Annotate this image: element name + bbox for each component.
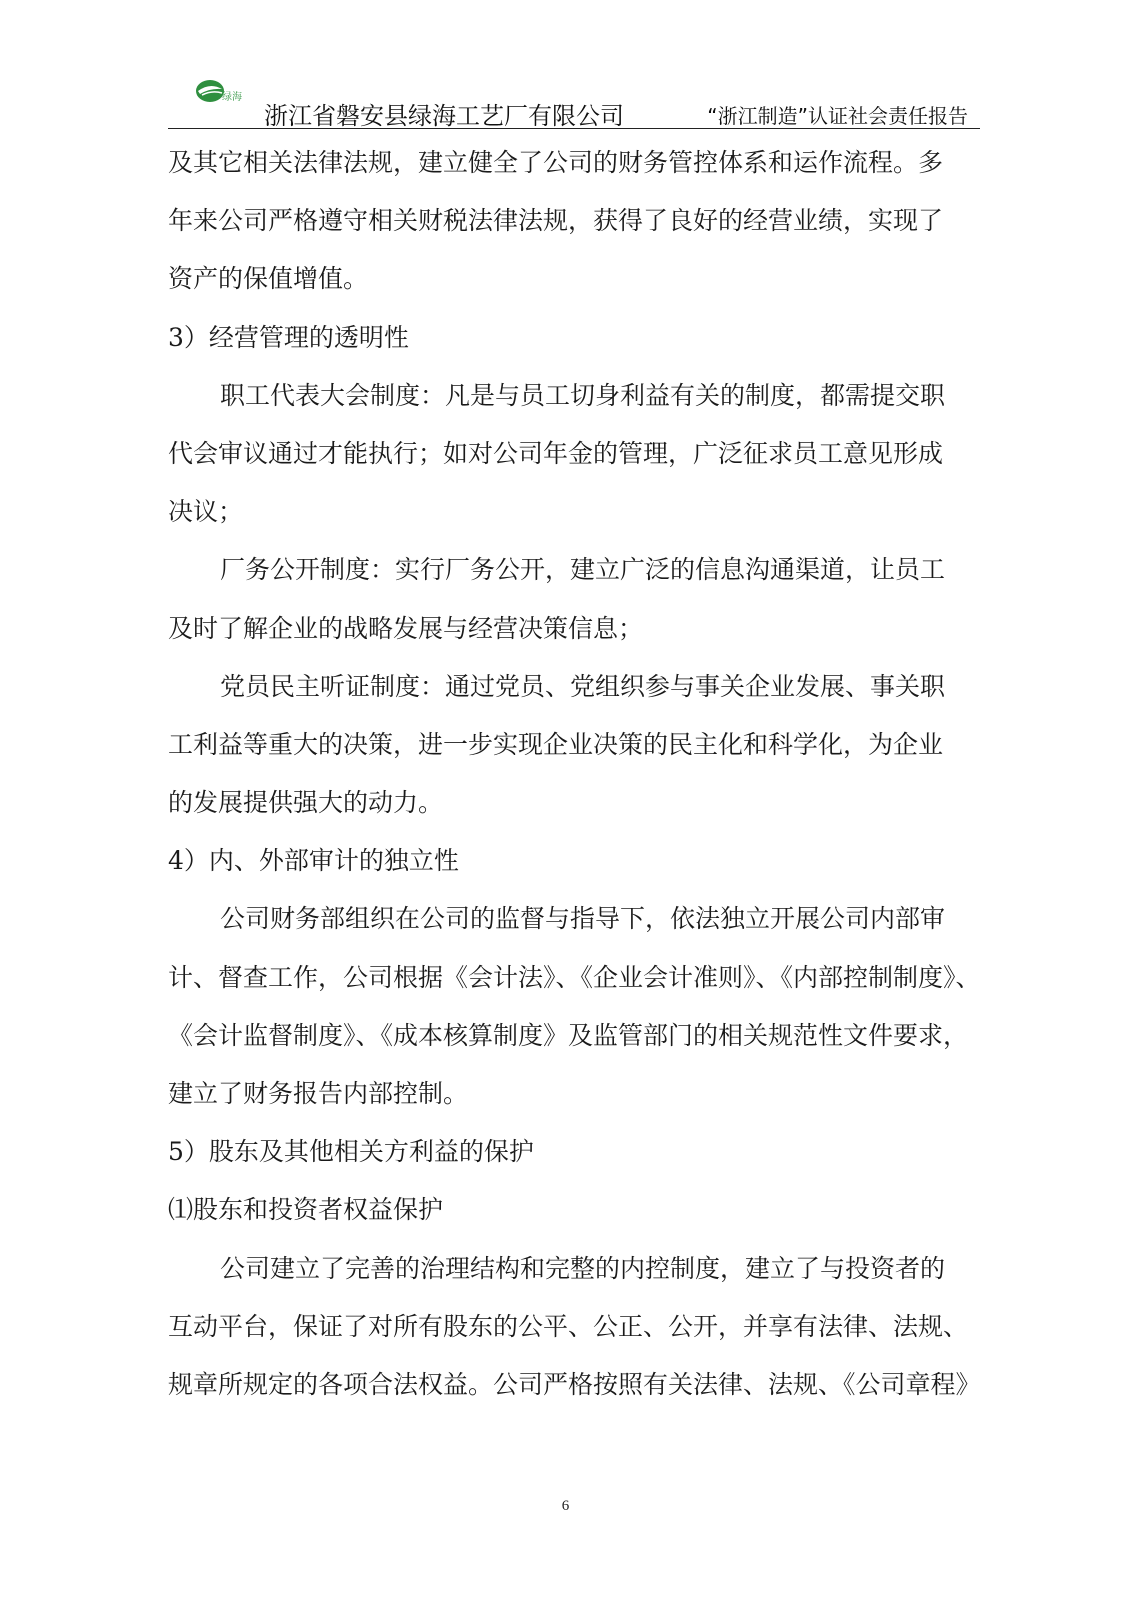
company-name: 浙江省磐安县绿海工艺厂有限公司	[264, 102, 624, 130]
body-line: 及其它相关法律法规，建立健全了公司的财务管控体系和运作流程。多	[168, 148, 944, 177]
body-line: 《会计监督制度》、《成本核算制度》及监管部门的相关规范性文件要求，	[168, 1020, 969, 1050]
body-line: 工利益等重大的决策，进一步实现企业决策的民主化和科学化，为企业	[168, 729, 944, 759]
body-line: 规章所规定的各项合法权益。公司严格按照有关法律、法规、《公司章程》	[168, 1369, 981, 1399]
body-line: 建立了财务报告内部控制。	[168, 1079, 469, 1108]
body-line: 职工代表大会制度：凡是与员工切身利益有关的制度，都需提交职	[220, 380, 946, 410]
body-line: 公司财务部组织在公司的监督与指导下，依法独立开展公司内部审	[220, 904, 946, 934]
page-number: 6	[561, 1498, 570, 1514]
page-header	[168, 70, 980, 130]
body-line: 计、督查工作，公司根据《会计法》、《企业会计准则》、《内部控制制度》、	[168, 962, 981, 992]
section-heading: 5）股东及其他相关方利益的保护	[168, 1137, 534, 1167]
logo-text: 绿海	[222, 92, 242, 103]
body-line: 互动平台，保证了对所有股东的公平、公正、公开，并享有法律、法规、	[168, 1311, 969, 1341]
body-line: 党员民主听证制度：通过党员、党组织参与事关企业发展、事关职	[220, 671, 946, 701]
body-line: 年来公司严格遵守相关财税法律法规，获得了良好的经营业绩，实现了	[168, 206, 944, 236]
body-line: 资产的保值增值。	[168, 264, 369, 294]
section-heading: 4）内、外部审计的独立性	[168, 846, 459, 876]
body-line: 的发展提供强大的动力。	[168, 788, 444, 818]
body-line: 厂务公开制度：实行厂务公开，建立广泛的信息沟通渠道，让员工	[220, 555, 946, 585]
body-line: 决议；	[168, 497, 244, 527]
report-title: “浙江制造”认证社会责任报告	[707, 104, 968, 128]
header-rule	[168, 128, 980, 129]
body-line: 公司建立了完善的治理结构和完整的内控制度，建立了与投资者的	[220, 1253, 946, 1283]
body-line: 及时了解企业的战略发展与经营决策信息；	[168, 613, 644, 643]
subsection-heading: ⑴股东和投资者权益保护	[168, 1195, 444, 1225]
document-body	[168, 134, 1008, 1414]
section-heading: 3）经营管理的透明性	[168, 322, 409, 352]
body-line: 代会审议通过才能执行；如对公司年金的管理，广泛征求员工意见形成	[168, 438, 944, 468]
